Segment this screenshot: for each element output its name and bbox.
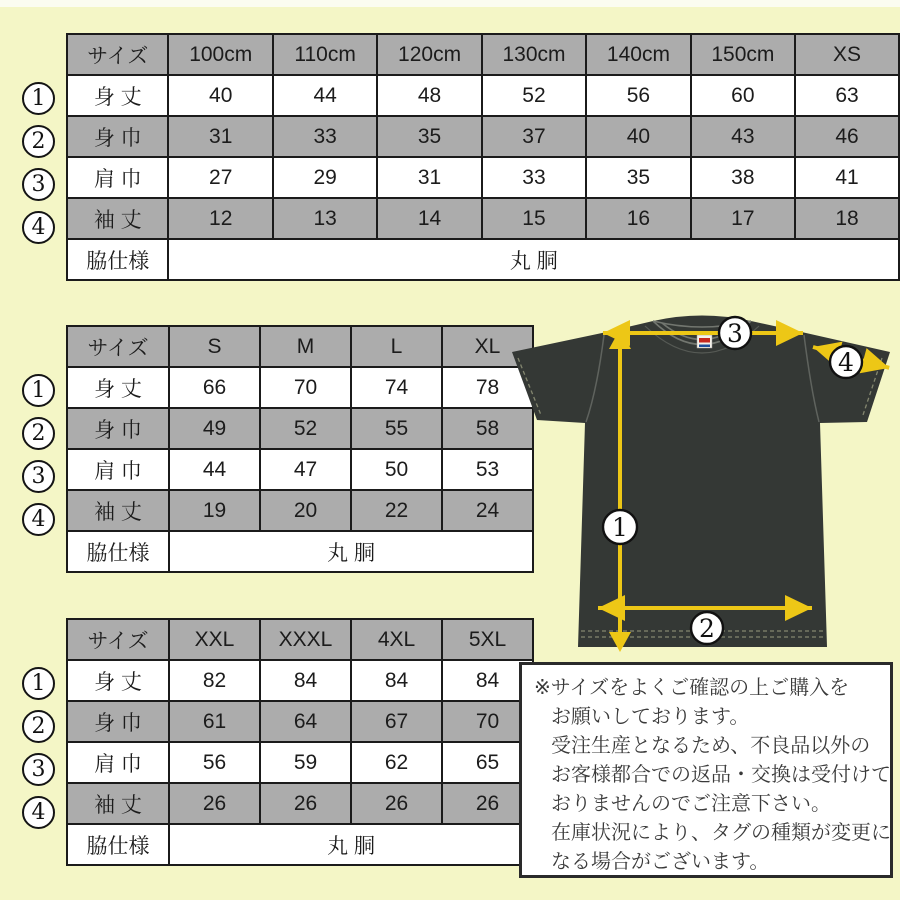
notice-line: お客様都合での返品・交換は受付けて — [551, 764, 891, 786]
measure-row — [67, 367, 533, 408]
measure-value-cell: 16 — [586, 198, 690, 239]
row-marker-3: 3 — [22, 168, 55, 201]
measure-value-cell: 50 — [351, 449, 442, 490]
measure-value-cell: 61 — [169, 701, 260, 742]
spec-row — [67, 531, 533, 572]
row-marker-2: 2 — [22, 125, 55, 158]
spec-row-label: 脇仕様 — [67, 824, 169, 865]
top-white-strip — [0, 0, 900, 7]
measure-value-cell: 29 — [273, 157, 377, 198]
measure-value-cell: 44 — [273, 75, 377, 116]
measure-row-label: 身 巾 — [67, 701, 169, 742]
measure-value-cell: 58 — [442, 408, 533, 449]
measure-value-cell: 12 — [168, 198, 272, 239]
measure-value-cell: 60 — [691, 75, 795, 116]
measure-value-cell: 44 — [169, 449, 260, 490]
size-header-5XL: 5XL — [442, 619, 533, 660]
measure-value-cell: 41 — [795, 157, 899, 198]
measure-value-cell: 55 — [351, 408, 442, 449]
measure-row-label: 袖 丈 — [67, 783, 169, 824]
size-header-140cm: 140cm — [586, 34, 690, 75]
measure-row-label: 身 巾 — [67, 116, 168, 157]
tshirt-measurement-diagram — [505, 300, 895, 655]
measure-row — [67, 449, 533, 490]
measure-row — [67, 701, 533, 742]
measure-row — [67, 75, 899, 116]
measure-row — [67, 783, 533, 824]
measure-value-cell: 78 — [442, 367, 533, 408]
measure-value-cell: 13 — [273, 198, 377, 239]
row-marker-1: 1 — [22, 374, 55, 407]
measure-row-label: 肩 巾 — [67, 742, 169, 783]
measure-value-cell: 17 — [691, 198, 795, 239]
notice-line: 在庫状況により、タグの種類が変更に — [551, 822, 891, 844]
size-header-XXL: XXL — [169, 619, 260, 660]
measure-value-cell: 24 — [442, 490, 533, 531]
measure-row-label: 袖 丈 — [67, 198, 168, 239]
measure-row-label: 身 丈 — [67, 75, 168, 116]
notice-line: ※サイズをよくご確認の上ご購入を — [534, 677, 850, 699]
measure-value-cell: 18 — [795, 198, 899, 239]
measure-value-cell: 14 — [377, 198, 481, 239]
purchase-notice-box — [519, 662, 893, 878]
measure-value-cell: 33 — [273, 116, 377, 157]
measure-value-cell: 64 — [260, 701, 351, 742]
row-marker-1: 1 — [22, 82, 55, 115]
measure-row — [67, 742, 533, 783]
measure-value-cell: 70 — [442, 701, 533, 742]
notice-line: おりませんのでご注意下さい。 — [551, 793, 831, 815]
size-header-S: S — [169, 326, 260, 367]
size-header-XXXL: XXXL — [260, 619, 351, 660]
measure-value-cell: 20 — [260, 490, 351, 531]
measure-value-cell: 82 — [169, 660, 260, 701]
measure-value-cell: 43 — [691, 116, 795, 157]
size-header-130cm: 130cm — [482, 34, 586, 75]
spec-row — [67, 824, 533, 865]
size-header-110cm: 110cm — [273, 34, 377, 75]
measure-value-cell: 52 — [482, 75, 586, 116]
measure-value-cell: 62 — [351, 742, 442, 783]
size-table-kids-wrap — [31, 33, 900, 281]
row-marker-3: 3 — [22, 753, 55, 786]
notice-line: お願いしております。 — [551, 706, 750, 728]
neck-label-tag — [697, 335, 712, 348]
row-marker-2: 2 — [22, 417, 55, 450]
measure-value-cell: 38 — [691, 157, 795, 198]
measure-value-cell: 46 — [795, 116, 899, 157]
size-header-120cm: 120cm — [377, 34, 481, 75]
measure-row — [67, 660, 533, 701]
measure-row-label: 肩 巾 — [67, 449, 169, 490]
measure-marker-4: 4 — [838, 348, 854, 377]
measure-value-cell: 53 — [442, 449, 533, 490]
measure-row — [67, 116, 899, 157]
measure-value-cell: 74 — [351, 367, 442, 408]
row-marker-4: 4 — [22, 211, 55, 244]
measure-value-cell: 40 — [168, 75, 272, 116]
measure-value-cell: 48 — [377, 75, 481, 116]
measure-value-cell: 65 — [442, 742, 533, 783]
measure-row-label: 肩 巾 — [67, 157, 168, 198]
size-header-XS: XS — [795, 34, 899, 75]
measure-value-cell: 84 — [260, 660, 351, 701]
measure-value-cell: 35 — [586, 157, 690, 198]
measure-value-cell: 66 — [169, 367, 260, 408]
spec-row-value: 丸 胴 — [169, 531, 533, 572]
measure-value-cell: 33 — [482, 157, 586, 198]
size-header-M: M — [260, 326, 351, 367]
measure-row — [67, 408, 533, 449]
measure-marker-3: 3 — [727, 319, 743, 348]
measure-value-cell: 63 — [795, 75, 899, 116]
measure-value-cell: 37 — [482, 116, 586, 157]
measure-value-cell: 40 — [586, 116, 690, 157]
measure-value-cell: 22 — [351, 490, 442, 531]
spec-row-label: 脇仕様 — [67, 239, 168, 280]
measure-value-cell: 27 — [168, 157, 272, 198]
measure-value-cell: 26 — [442, 783, 533, 824]
measure-value-cell: 26 — [351, 783, 442, 824]
measure-marker-2: 2 — [699, 614, 715, 643]
measure-row-label: 身 巾 — [67, 408, 169, 449]
measure-value-cell: 70 — [260, 367, 351, 408]
size-table-kids-xs — [66, 33, 900, 281]
measure-value-cell: 67 — [351, 701, 442, 742]
measure-value-cell: 35 — [377, 116, 481, 157]
measure-value-cell: 26 — [260, 783, 351, 824]
row-marker-3: 3 — [22, 460, 55, 493]
measure-row — [67, 157, 899, 198]
measure-row — [67, 490, 533, 531]
spec-row-label: 脇仕様 — [67, 531, 169, 572]
measure-row-label: 身 丈 — [67, 367, 169, 408]
measure-value-cell: 59 — [260, 742, 351, 783]
measure-value-cell: 15 — [482, 198, 586, 239]
row-marker-2: 2 — [22, 710, 55, 743]
size-table-xxl-5xl — [66, 618, 534, 866]
size-header-150cm: 150cm — [691, 34, 795, 75]
measure-value-cell: 52 — [260, 408, 351, 449]
measure-value-cell: 31 — [168, 116, 272, 157]
notice-line: なる場合がございます。 — [551, 851, 770, 873]
measure-row-label: 身 丈 — [67, 660, 169, 701]
measure-row-label: 袖 丈 — [67, 490, 169, 531]
size-header-L: L — [351, 326, 442, 367]
measure-value-cell: 26 — [169, 783, 260, 824]
size-table-adult-wrap — [31, 325, 534, 573]
measure-value-cell: 56 — [169, 742, 260, 783]
measure-value-cell: 47 — [260, 449, 351, 490]
size-header-label: サイズ — [67, 619, 169, 660]
size-header-4XL: 4XL — [351, 619, 442, 660]
size-header-XL: XL — [442, 326, 533, 367]
measure-value-cell: 31 — [377, 157, 481, 198]
size-header-100cm: 100cm — [168, 34, 272, 75]
measure-value-cell: 19 — [169, 490, 260, 531]
measure-value-cell: 84 — [351, 660, 442, 701]
size-table-big-wrap — [31, 618, 534, 866]
measure-value-cell: 49 — [169, 408, 260, 449]
spec-row-value: 丸 胴 — [168, 239, 899, 280]
row-marker-4: 4 — [22, 503, 55, 536]
size-header-label: サイズ — [67, 326, 169, 367]
spec-row — [67, 239, 899, 280]
measure-row — [67, 198, 899, 239]
size-header-label: サイズ — [67, 34, 168, 75]
measure-value-cell: 84 — [442, 660, 533, 701]
measure-value-cell: 56 — [586, 75, 690, 116]
row-marker-4: 4 — [22, 796, 55, 829]
size-table-s-xl — [66, 325, 534, 573]
row-marker-1: 1 — [22, 667, 55, 700]
measure-marker-1: 1 — [612, 513, 628, 542]
notice-text — [534, 674, 891, 877]
notice-line: 受注生産となるため、不良品以外の — [551, 735, 871, 757]
spec-row-value: 丸 胴 — [169, 824, 533, 865]
